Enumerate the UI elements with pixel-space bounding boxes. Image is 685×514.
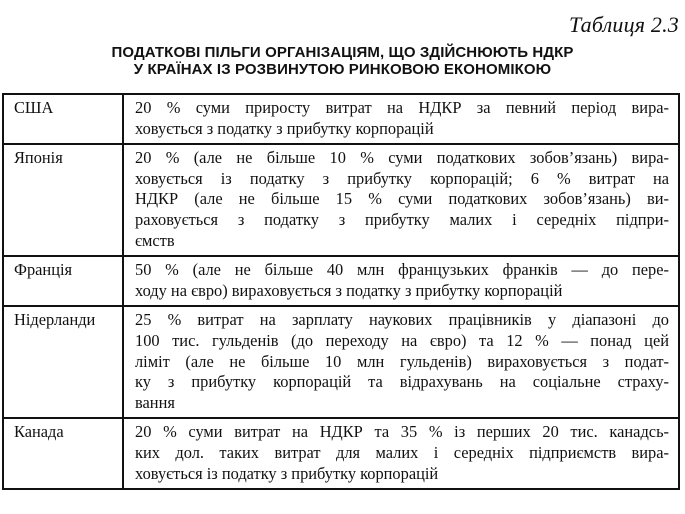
- country-cell: Канада: [3, 418, 123, 489]
- description-line: 100 тис. гульденів (до переходу на євро) та 12 % — понад цей: [135, 330, 669, 350]
- table-number-label: Таблиця 2.3: [569, 12, 679, 37]
- description-line: ліміт (але не більше 10 млн гульденів) вираховується з подат-: [135, 351, 669, 371]
- description-line: 25 % витрат на зарплату наукових працівників у діапазоні до: [135, 310, 669, 330]
- table-row: [3, 256, 679, 306]
- country-cell: США: [3, 94, 123, 144]
- description-line: ходу на євро) вираховується з податку з прибутку корпорацій: [135, 280, 563, 300]
- table-row: [3, 306, 679, 418]
- country-cell: Нідерланди: [3, 306, 123, 418]
- description-line: ховується з податку з прибутку корпорацій: [135, 118, 434, 138]
- description-line: 20 % суми приросту витрат на НДКР за певний період вира-: [135, 98, 669, 117]
- description-line: ємств: [135, 230, 175, 250]
- table-row: [3, 94, 679, 144]
- table-body: [3, 94, 679, 489]
- country-cell: Франція: [3, 256, 123, 306]
- table-heading: [0, 44, 685, 78]
- description-line: ховується із податку з прибутку корпорацій; 6 % витрат на: [135, 168, 669, 188]
- table-heading-line-1: ПОДАТКОВІ ПІЛЬГИ ОРГАНІЗАЦІЯМ, ЩО ЗДІЙСНЮЮТЬ НДКР: [111, 44, 574, 61]
- description-line: раховується з податку з прибутку малих і середніх підпри-: [135, 209, 669, 229]
- table-row: [3, 418, 679, 489]
- benefit-description-cell: [123, 418, 679, 489]
- country-cell: Японія: [3, 144, 123, 256]
- benefit-description-cell: [123, 306, 679, 418]
- table-heading-line-2: У КРАЇНАХ ІЗ РОЗВИНУТОЮ РИНКОВОЮ ЕКОНОМІКОЮ: [133, 61, 552, 78]
- description-line: 20 % суми витрат на НДКР та 35 % із перших 20 тис. канадсь-: [135, 422, 669, 442]
- tax-benefits-table: [2, 93, 680, 490]
- benefit-description-cell: [123, 144, 679, 256]
- description-line: 20 % (але не більше 10 % суми податкових зобов’язань) вира-: [135, 148, 669, 168]
- benefit-description-cell: [123, 94, 679, 144]
- description-line: НДКР (але не більше 15 % суми податкових зобов’язань) ви-: [135, 189, 669, 209]
- description-line: 50 % (але не більше 40 млн французьких франків — до пере-: [135, 260, 669, 280]
- description-line: ких дол. таких витрат для малих і середніх підприємств вира-: [135, 442, 669, 462]
- table-row: [3, 144, 679, 256]
- description-line: ку з прибутку корпорацій та відрахувань на соціальне страху-: [135, 372, 669, 392]
- description-line: вання: [135, 392, 175, 412]
- benefit-description-cell: [123, 256, 679, 306]
- description-line: ховується із податку з прибутку корпорацій: [135, 463, 439, 483]
